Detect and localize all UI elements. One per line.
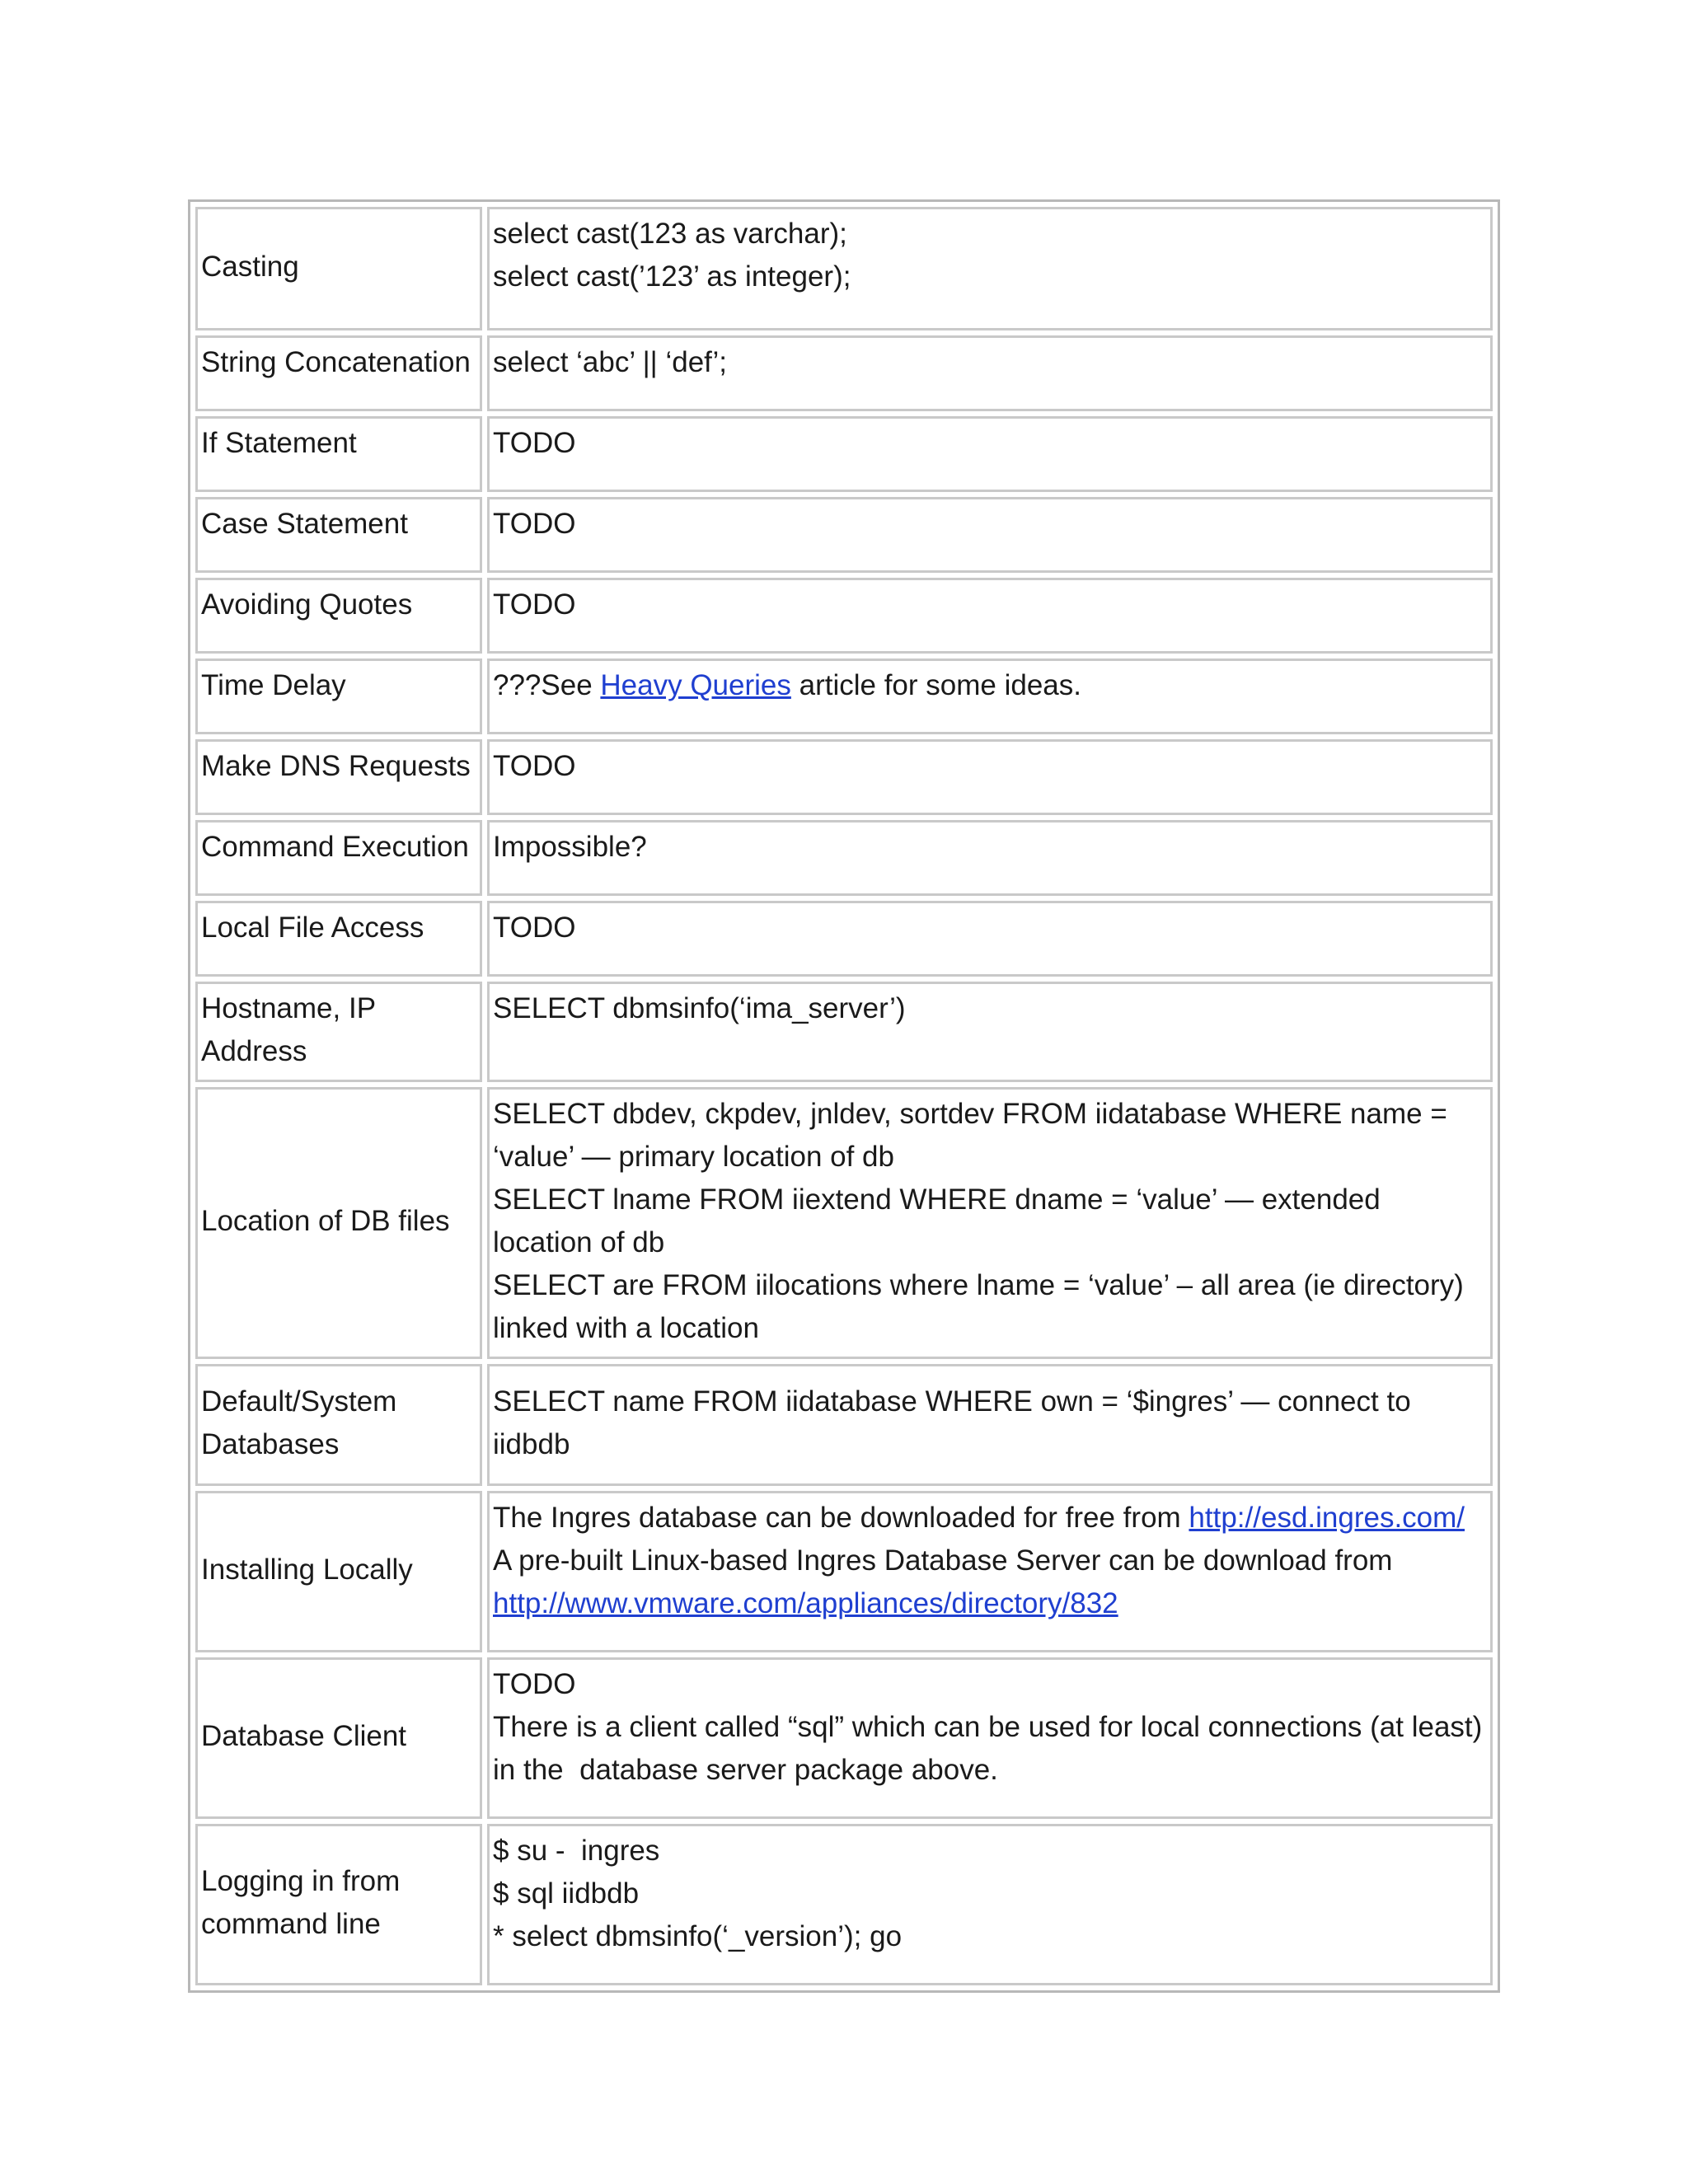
feature-label: Case Statement bbox=[201, 508, 408, 540]
feature-cell bbox=[195, 739, 482, 815]
vmware-appliance-link[interactable]: http://www.vmware.com/appliances/directory/832 bbox=[493, 1587, 1118, 1619]
content-cell bbox=[487, 1657, 1493, 1819]
content-line: TODO bbox=[493, 588, 576, 621]
table-row bbox=[195, 901, 1493, 977]
heavy-queries-link[interactable]: Heavy Queries bbox=[600, 669, 791, 701]
feature-label: If Statement bbox=[201, 427, 357, 459]
content-line: SELECT dbmsinfo(‘ima_server’) bbox=[493, 992, 906, 1024]
content-cell bbox=[487, 416, 1493, 492]
feature-cell bbox=[195, 497, 482, 573]
content-line: SELECT lname FROM iiextend WHERE dname = ‘value’ — extended location of db bbox=[493, 1183, 1389, 1258]
content-cell bbox=[487, 739, 1493, 815]
feature-label: Casting bbox=[201, 251, 299, 283]
content-line: SELECT dbdev, ckpdev, jnldev, sortdev FROM iidatabase WHERE name = ‘value’ — primary location of db bbox=[493, 1098, 1456, 1173]
feature-cell bbox=[195, 820, 482, 896]
content-cell bbox=[487, 1364, 1493, 1486]
content-cell bbox=[487, 497, 1493, 573]
feature-cell bbox=[195, 578, 482, 654]
content-cell bbox=[487, 335, 1493, 411]
table-row bbox=[195, 578, 1493, 654]
feature-cell bbox=[195, 335, 482, 411]
feature-cell bbox=[195, 1087, 482, 1359]
content-line: SELECT are FROM iilocations where lname = ‘value’ – all area (ie directory) linked with a location bbox=[493, 1269, 1472, 1344]
content-line: A pre-built Linux-based Ingres Database Server can be download from bbox=[493, 1544, 1393, 1577]
content-line: There is a client called “sql” which can be used for local connections (at least) in the database server package above. bbox=[493, 1711, 1491, 1786]
content-line: TODO bbox=[493, 508, 576, 540]
text-prefix: The Ingres database can be downloaded for free from bbox=[493, 1502, 1189, 1534]
content-line: select cast(123 as varchar); bbox=[493, 218, 847, 250]
content-line bbox=[493, 664, 1487, 707]
content-line: SELECT name FROM iidatabase WHERE own = ‘$ingres’ — connect to iidbdb bbox=[493, 1385, 1419, 1460]
content-cell bbox=[487, 658, 1493, 734]
content-cell bbox=[487, 982, 1493, 1082]
feature-cell bbox=[195, 658, 482, 734]
text-suffix: article for some ideas. bbox=[790, 669, 1081, 701]
content-cell bbox=[487, 1491, 1493, 1652]
content-line: $ sql iidbdb bbox=[493, 1877, 640, 1910]
table-row bbox=[195, 658, 1493, 734]
feature-label: Database Client bbox=[201, 1720, 407, 1752]
feature-cell bbox=[195, 901, 482, 977]
feature-label: Default/System Databases bbox=[201, 1385, 397, 1460]
table-row bbox=[195, 1824, 1493, 1985]
feature-cell bbox=[195, 1491, 482, 1652]
content-line: TODO bbox=[493, 750, 576, 782]
content-cell bbox=[487, 820, 1493, 896]
feature-cell bbox=[195, 1364, 482, 1486]
ingres-download-link[interactable]: http://esd.ingres.com/ bbox=[1189, 1502, 1465, 1534]
content-cell bbox=[487, 207, 1493, 330]
content-line: TODO bbox=[493, 912, 576, 944]
text-prefix: ???See bbox=[493, 669, 601, 701]
content-line: select ‘abc’ || ‘def’; bbox=[493, 346, 728, 378]
feature-label: Avoiding Quotes bbox=[201, 588, 413, 621]
content-cell bbox=[487, 578, 1493, 654]
content-line: select cast(’123’ as integer); bbox=[493, 260, 851, 293]
feature-cell bbox=[195, 1824, 482, 1985]
content-line: $ su - ingres bbox=[493, 1835, 660, 1867]
table-row bbox=[195, 820, 1493, 896]
content-line: * select dbmsinfo(‘_version’); go bbox=[493, 1920, 903, 1952]
feature-label: Make DNS Requests bbox=[201, 750, 471, 782]
table-row bbox=[195, 1491, 1493, 1652]
feature-label: Command Execution bbox=[201, 831, 469, 863]
content-cell bbox=[487, 901, 1493, 977]
feature-label: Installing Locally bbox=[201, 1554, 413, 1586]
content-line bbox=[493, 1582, 1487, 1625]
feature-label: Time Delay bbox=[201, 669, 346, 701]
feature-label: String Concatenation bbox=[201, 346, 471, 378]
table-row bbox=[195, 1657, 1493, 1819]
feature-cell bbox=[195, 207, 482, 330]
feature-label: Location of DB files bbox=[201, 1205, 450, 1237]
content-line: TODO bbox=[493, 1668, 576, 1700]
content-line: Impossible? bbox=[493, 831, 647, 863]
table-row bbox=[195, 497, 1493, 573]
content-cell bbox=[487, 1087, 1493, 1359]
table-row bbox=[195, 982, 1493, 1082]
feature-label: Hostname, IP Address bbox=[201, 992, 376, 1067]
cheat-sheet-table bbox=[188, 199, 1500, 1993]
table-row bbox=[195, 1364, 1493, 1486]
feature-label: Local File Access bbox=[201, 912, 424, 944]
feature-cell bbox=[195, 982, 482, 1082]
table-row bbox=[195, 739, 1493, 815]
feature-label: Logging in from command line bbox=[201, 1865, 401, 1940]
table-row bbox=[195, 335, 1493, 411]
content-line bbox=[493, 1497, 1487, 1540]
table-row bbox=[195, 207, 1493, 330]
table-row bbox=[195, 416, 1493, 492]
feature-cell bbox=[195, 416, 482, 492]
table-row bbox=[195, 1087, 1493, 1359]
content-cell bbox=[487, 1824, 1493, 1985]
feature-cell bbox=[195, 1657, 482, 1819]
content-line: TODO bbox=[493, 427, 576, 459]
